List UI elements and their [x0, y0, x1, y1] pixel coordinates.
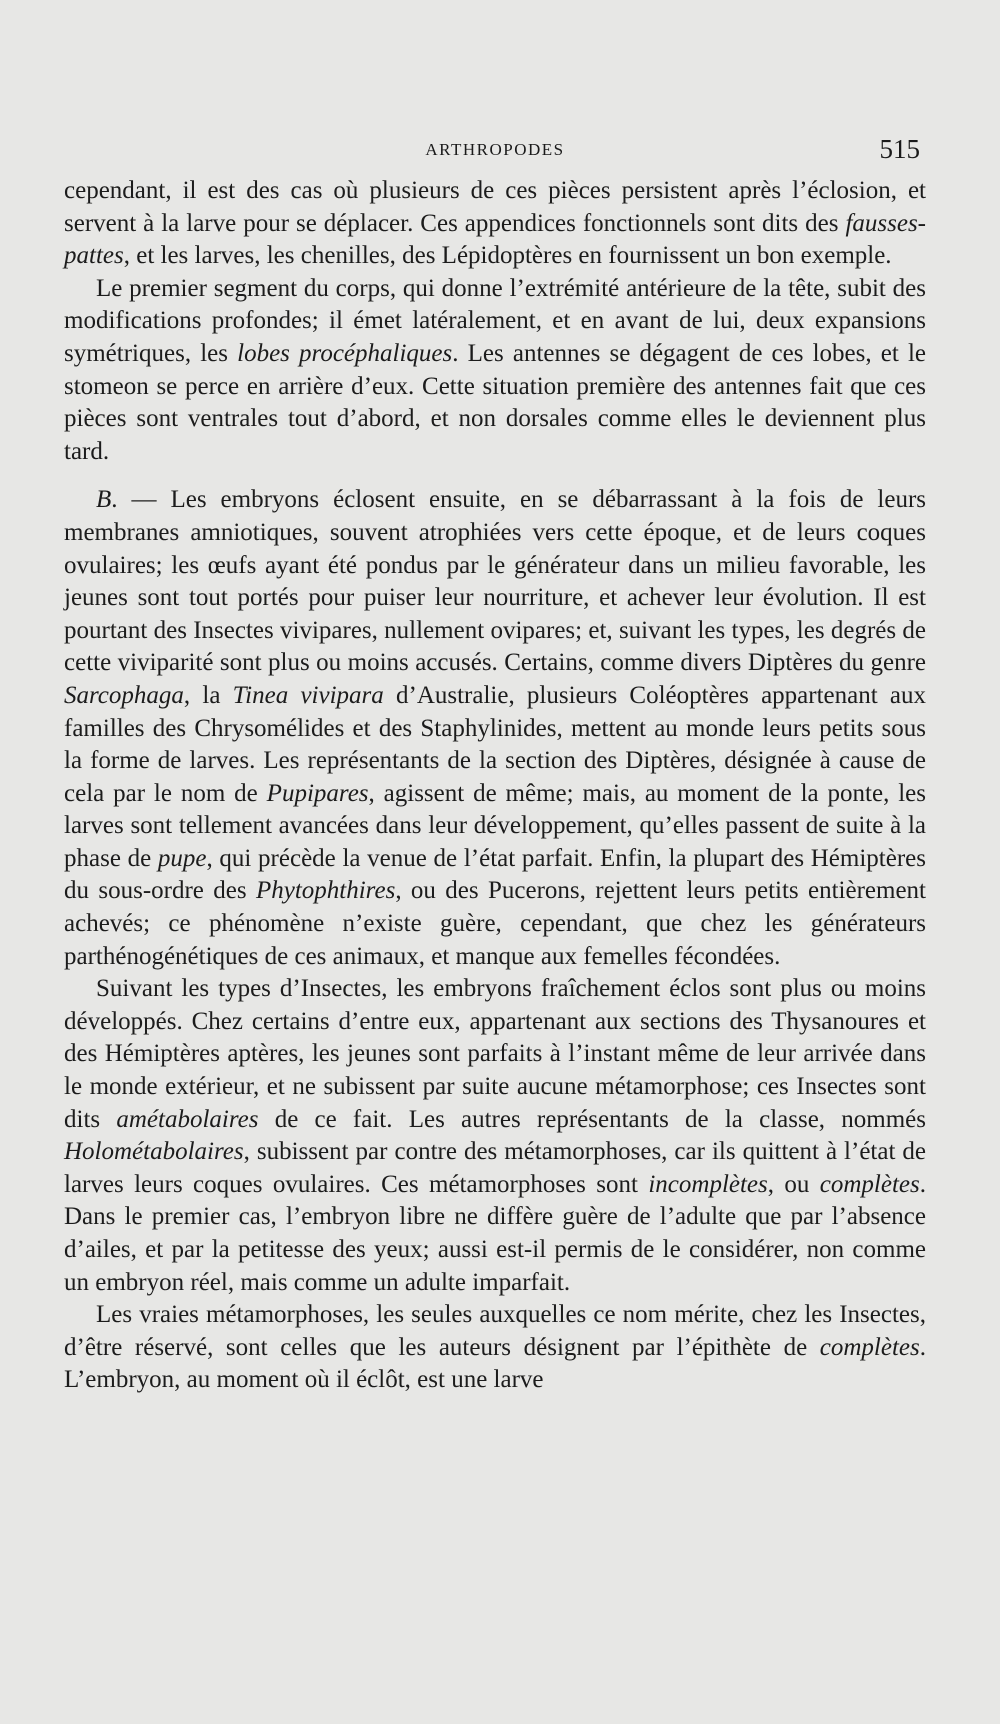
text-run: . — Les embryons éclosent ensuite, en se débarrassant à la fois de leurs membranes amniotiques, souvent atrophiées vers cette époque, et de leurs coques ovulaires; les œufs ayant été pondus par le générateur dans un milieu favorable, les jeunes sont tout portés pour puiser leur nourriture, et achever leur évolution. Il est pourtant des Insectes vivipares, nullement ovipares; et, suivant les types, les degrés de cette viviparité sont plus ou moins accusés. Certains, comme divers Diptères du genre [64, 486, 926, 677]
text-run: Les vraies métamorphoses, les seules auxquelles ce nom mérite, chez les Insectes, d’être réservé, sont celles que les auteurs désignent par l’épithète de [64, 1301, 926, 1361]
text-run: , subissent par contre des métamorphoses, car ils quittent à l’état de larves leurs coques ovulaires. Ces métamorphoses sont [64, 1138, 926, 1198]
page-number: 515 [879, 134, 920, 164]
body-text [64, 175, 926, 1397]
text-run: d’Australie, plusieurs Coléoptères appartenant aux familles des Chrysomélides et des Staphylinides, mettent au monde leurs petits sous la forme de larves. Les représentants de la section des Diptères, désignée à cause de cela par le nom de [64, 681, 926, 807]
text-run: , ou [767, 1170, 820, 1198]
page-header [64, 134, 926, 164]
italic-term: complètes [819, 1333, 920, 1361]
italic-term: fausses-pattes [64, 209, 926, 270]
paragraph [64, 175, 926, 273]
paragraph [64, 1299, 926, 1397]
text-run: . L’embryon, au moment où il éclôt, est une larve [64, 1333, 926, 1394]
text-run: . Dans le premier cas, l’embryon libre ne diffère guère de l’adulte que par l’absence d’ailes, et par la petitesse des yeux; aussi est-il permis de le considérer, non comme un embryon réel, mais comme un adulte imparfait. [64, 1170, 926, 1296]
italic-term: B [96, 486, 112, 514]
text-run: , agissent de même; mais, au moment de la ponte, les larves sont tellement avancées dans leur développement, qu’elles passent de suite à la phase de [64, 779, 926, 872]
running-title: ARTHROPODES [425, 140, 565, 159]
italic-term: amétabolaires [116, 1105, 259, 1133]
text-run: cependant, il est des cas où plusieurs de ces pièces persistent après l’éclosion, et servent à la larve pour se déplacer. Ces appendices fonctionnels sont dits des [64, 177, 926, 237]
italic-term: Sarcophaga [64, 681, 184, 709]
text-run: , ou des Pucerons, rejettent leurs petits entièrement achevés; ce phénomène n’existe guère, cependant, que chez les générateurs parthénogénétiques de ces animaux, et manque aux femelles fécondées. [64, 877, 927, 970]
italic-term: Tinea vivipara [232, 681, 384, 709]
italic-term: Holométabolaires [64, 1138, 244, 1166]
italic-term: pupe [157, 844, 207, 872]
italic-term: lobes procéphaliques [237, 339, 453, 367]
italic-term: Phytophthires [255, 877, 396, 905]
paragraph [64, 273, 926, 469]
text-run: , la [183, 681, 233, 709]
text-run: , qui précède la venue de l’état parfait. Enfin, la plupart des Hémiptères du sous-ordre des [64, 844, 926, 905]
italic-term: incomplètes [648, 1170, 768, 1198]
text-run: de ce fait. Les autres représentants de la classe, nommés [258, 1105, 926, 1133]
text-run: , et les larves, les chenilles, des Lépidoptères en fournissent un bon exemple. [123, 242, 892, 270]
italic-term: complètes [819, 1170, 920, 1198]
paragraph [64, 973, 926, 1299]
italic-term: Pupipares [266, 779, 369, 807]
text-run: Suivant les types d’Insectes, les embryons fraîchement éclos sont plus ou moins développés. Chez certains d’entre eux, appartenant aux sections des Thysanoures et des Hémiptères aptères, les jeunes sont parfaits à l’instant même de leur arrivée dans le monde extérieur, et ne subissent par suite aucune métamorphose; ces Insectes sont dits [64, 975, 926, 1133]
text-run: Le premier segment du corps, qui donne l’extrémité antérieure de la tête, subit des modifications profondes; il émet latéralement, et en avant de lui, deux expansions symétriques, les [64, 274, 926, 367]
paragraph [64, 484, 926, 973]
text-run: . Les antennes se dégagent de ces lobes, et le stomeon se perce en arrière d’eux. Cette situation première des antennes fait que ces pièces sont ventrales tout d’abord, et non dorsales comme elles le deviennent plus tard. [64, 339, 926, 465]
